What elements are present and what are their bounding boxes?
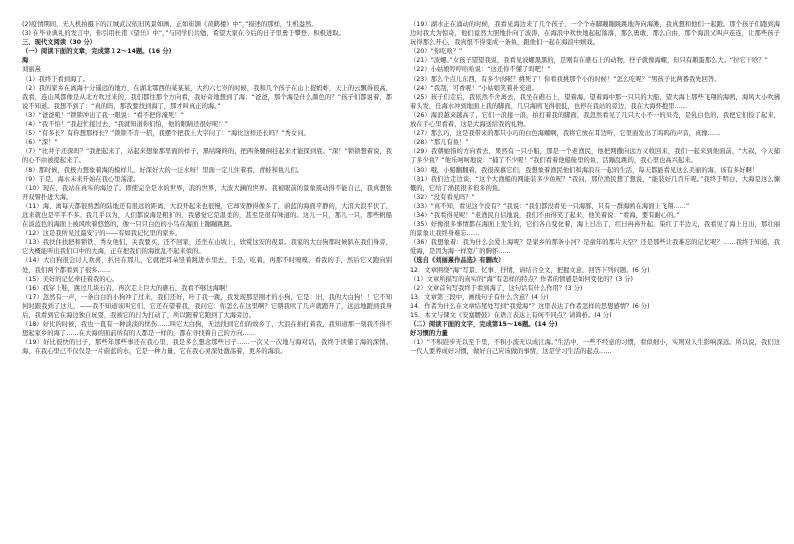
paragraph: 15．本文与课文《安塞腰鼓》在语言表达上有何不同点？请简析。(4 分) bbox=[410, 312, 612, 319]
paragraph: （11）海，离每天都很熟悉的陆地还有很远的距离，大浪开起来也很慢，它却安静得像多了，蔚蓝的海面平静的，大浪大浪平伏了，远来就也是平平不多。我几乎以为，人们都说海是粗犷的，我感觉它是温柔的，甚至是很有味道的。这儿一只，那儿一只，那些帆船在淡蓝色的海面上被风吹着悠悠的，像一只只白色的小鸟在海面上蹦蹦跳跳。 bbox=[22, 202, 392, 229]
paragraph: （27）那么巧，这是我带来的那只小巧的白色海螺啊，我将它放在耳边听，它里面发出了呜呜的声音，真像…… bbox=[410, 130, 721, 138]
section-heading: （二）阅读下面的文字，完成第15～16题。(14 分) bbox=[410, 321, 558, 329]
paragraph: （31）我们边走边谈，“这个大渔船的网能装多少鱼呢？”我问，那位渔民想了想说，“能装好几百斤呢。”我终于明白，大海是这么慷慨的，它给了渔民很多很多的鱼。 bbox=[410, 175, 780, 192]
paragraph: （2）文章首句写我终于看到海了，这句话有什么作用？(3 分) bbox=[410, 284, 583, 292]
paragraph: （1）文章所描写的真实的“海”有怎样的特点？作者的情感是如何变化的？(3 分) bbox=[410, 275, 633, 283]
paragraph: （17）忽然有一声，一条白白的小狗冲了过来，我们还好，叶了我一跳，我发现那是刚才的小狗，它是：旧，我的大白狗！！它不知何时跟我到了这儿，——我不知道该叫它们，它还在望着我，我问它：你怎么在这里啊？它朝我吠了几声就跑开了，远远地跑到我身后，我看到它在海边独自玩耍，我被它的行为打动了，所以跟着它跑到了大海旁边。 bbox=[22, 293, 392, 319]
section-heading: （选自《刘丽熹作品选》有删改） bbox=[410, 257, 505, 265]
paragraph: （34）“我看得见呢！”老渔民自信地说，我们不由得笑了起来，他笑着说：“看海，要有耐心的。” bbox=[410, 211, 680, 219]
paragraph: （3）“爸爸吼！”锁锁冲出了我一眼说：“看不把你淹死！” bbox=[22, 111, 184, 119]
paragraph: （4）“我不怕！”我赶忙接过去，“我就知道你们怕，他的眼睛还很好呢！” bbox=[22, 121, 228, 129]
paragraph: （1）我终于看到海了。 bbox=[22, 75, 89, 83]
paragraph: （32）“没有看见吗？” bbox=[410, 193, 475, 201]
paragraph: (3) 在毕业典礼的发言中，你引用杜甫《望岳》中“，”与同学们共勉，希望大家在今后的日子里勇于攀登、积极进取。 bbox=[22, 30, 345, 38]
paragraph: 12．文章围绕“海”写景、忆事、抒情，请结合全文，把握文意，回答下列问题。(6 分) bbox=[410, 266, 650, 274]
paragraph: （1）“不积跬步无以至千里，不积小流无以成江海。”生活中，一些不经意的习惯，看似细小，实则对人生影响深远。所以说，我们这一代人要养成好习惯，做好自己应该做的事情，这是学习生活的起点…… bbox=[410, 339, 780, 356]
paragraph: （21）“波螺。”女孩子望望我说，我看见波螺黑黑的，是刚有在礁石上的动物，抒子就像海螺，但只有鹅蛋那么大。“拉它干啥？” bbox=[410, 57, 768, 65]
paragraph: （14）大白狗很会讨人欢喜，扒住在那儿，它就把耳朵竖着跳进水里去，于是，吃着，再那不时嗅嗅，看我的手，然后它又跑向别处，我们两个都看到了很多…… bbox=[22, 257, 392, 274]
paragraph: （12）这是我所见过最安宁的——有如我记忆里的家乡。 bbox=[22, 230, 182, 238]
section-heading: （一）阅读下面的文章，完成第１2～14题。(16 分) bbox=[22, 48, 172, 56]
paragraph: 刘丽熹 bbox=[22, 66, 41, 74]
paragraph: （5）“有多长？有你想那样长？”锁锁不肯一招，我摆个把我上大字问了：“海比这样还长吗？”秀女问。 bbox=[22, 130, 310, 138]
paragraph: （30）哦，小船翻翻着，我很羡慕它们，我想象着渔民他们和海浪在一起的生活，每天都能看见这么美丽的海，该有多好啊！ bbox=[410, 166, 759, 174]
section-heading: 三、现代文阅读（30 分） bbox=[22, 39, 96, 47]
paragraph: （29）我朝她指的方向看去，果然有一只小船，那是一个老渔民，他把网撒向远方又收回来，我们一起来到他面前，“大叔，今天捕了多少鱼？”他乐呵呵地说：“捕了不少呢！”我们看着他船舱里的鱼，活蹦乱跳的，我心里也高兴起来。 bbox=[410, 148, 780, 165]
paragraph: （23）那么个点儿东西，有多少肉呢？挑死了！你看我挑那个小的时候！“怎么吃呢？”男孩子比两番我先回答。 bbox=[410, 75, 721, 83]
paragraph: 13．文章第三段中，画线句子有什么含意？(4 分) bbox=[410, 293, 549, 301]
article-title: 好习惯的力量 bbox=[410, 330, 448, 338]
paragraph: （8）那时候，我极力想象着海的模样儿，好深好大的一汪水呀！里面一定儿住着看，青蛙和鱼儿们。 bbox=[22, 166, 304, 174]
paragraph: （2）我的家乡在离海十分遥远的地方，在湖北鄂西的某某某，大约六七岁的时候，我和几个孩子在山上捉蚂蚱，天上的云飘得很高，我看，连山风都像是从北方吹过来的，我们都往那个方向看，我好奇地想到了海：“爸爸，那个海是什么颜色的？”孩子们都说着，都说不知道。我想不到了：“真的吗，那我要找到海了，那才叫真正的海。” bbox=[22, 84, 392, 110]
paragraph: （6）“深！” bbox=[22, 139, 58, 147]
paragraph: (2)疫情期间，无人机拍摄下的江城武汉依旧风景如画，正如崔颢《黄鹤楼》中“，”描述的那样，生机盎然。 bbox=[22, 21, 318, 28]
paragraph: （35）好像很多事情都在海面上发生的，它们各自变化着，海上日出了，红日冉冉升起，染红了半边天，我看见了海上日出，那壮丽的景象让我终身难忘…… bbox=[410, 221, 780, 238]
paragraph: （24）“我刮，可香呢！”小姑娘笑着补充道。 bbox=[410, 84, 538, 92]
paragraph: （28）“那儿有鱼！” bbox=[410, 139, 469, 147]
paragraph: （9）于是，海水未来开始在我心里荡漾。 bbox=[22, 175, 140, 183]
paragraph: （13）我扶住扶把和锁铁、秀女他们，关我要买，还不回家，还坐在山坡上，欣赏这安的夜景。我家的大白狗那时候趴在我们身旁，它大概能听出我们口中的大海，正在把我们的海扰乱不起来似的。 bbox=[22, 239, 392, 256]
paragraph: （25）孩子们走后，我依然不舍离去，我坐在礁石上，望着海，望着海中那一只只的大船，望大海上那些飞翔的海鸥，海风大小吹拂着头发，任海水冲到地面上我的脚面，几只海鸥飞得很低，也停在我站的旁边，我在大海怀抱里…… bbox=[410, 93, 780, 110]
paragraph: （33）“真不知，看见这个没有？”我说：“我们都没看见一只海豚，只有一群海鸥在海面上飞翔……” bbox=[410, 202, 690, 210]
article-title: 海 bbox=[22, 57, 29, 65]
paragraph: （18）好比的时候，我也一直有一种淡淡的忧伤……叫它大白狗，无法找到它们的故乡了，大浪在拍打着我，我知道那一刻我不得不想起家乡的海了……在大海的面前所有的人都是一样的，都在寻找着自己的方向…… bbox=[22, 321, 392, 338]
paragraph: 14．作者为什么在文章结尾处写到“我爱海”？这里表达了作者怎样的思想感情？(6 分) bbox=[410, 302, 650, 310]
paragraph: （20）“你吃啥？” bbox=[410, 48, 463, 56]
paragraph: （19）好比很快的日子，那些年那些事还在我心里，我是多么想念那些日子……一次又一次地与海对话，我终于读懂了海的深情。海，在我心里已不仅仅是一片蔚蓝的水，它是一种力量，它在我心灵深处激荡着，更多的海浪。 bbox=[22, 339, 392, 356]
paragraph: （19）湖水正在涌动的时候，我看见海边来了几个孩子，一个个赤脚蹦蹦跳跳地奔向海滩，我真想和他们一起跑。那个孩子们跑到海边时我大为惊奇，他们竟然大胆地扑向了波涛，在海浪中欢快地起起落落，那么勇敢，那么自由，那个海浪又叫声连连，让那些孩子玩得那么开心，我真恨不得变成一条鱼，跟他们一起在海浪中嬉戏。 bbox=[410, 21, 780, 47]
paragraph: （26）海浪越来越高了，它们一浪接一浪，拍打着我的脚面，我忽然看见了几只大小不一的贝壳，是乳白色的，我把它们捡了起来，放在手心里看着，这是大海送给我的礼物。 bbox=[410, 111, 780, 129]
paragraph: （15）美好的记忆牵挂着我的心。 bbox=[22, 275, 119, 283]
paragraph: （16）我穿上鞋，跳过几块石岩，再次走上巨大的礁石，我看不够这海啊！ bbox=[22, 284, 232, 292]
paragraph: （22）小姑娘哼哼哈哈说：“这还你不懂了吗吧！” bbox=[410, 66, 551, 74]
right-column bbox=[410, 20, 780, 356]
paragraph: （7）“比井子还深吗？”我把起来了，站起来想象那里面的样子，黑咕隆咚的，把两条腿倒挂起来才能探到底。“深！”锁锁想着说，我的心不由被提起来了。 bbox=[22, 148, 392, 165]
paragraph: （10）现在，我站在真实的海边了。即使完全是水的世界，浪的世界，大波大澜的世界。我被眼前的景象震动得不能自已，我真想张开双臂扑进大海。 bbox=[22, 184, 392, 201]
left-column bbox=[22, 20, 392, 356]
paragraph: （36）我想象着：我为什么会爱上海呢？是家乡的那条小河？是童年的那片天空？还是那些让我难忘的记忆呢？……我终于知道，我爱海，是因为海一样宽广的胸怀…… bbox=[410, 239, 780, 256]
